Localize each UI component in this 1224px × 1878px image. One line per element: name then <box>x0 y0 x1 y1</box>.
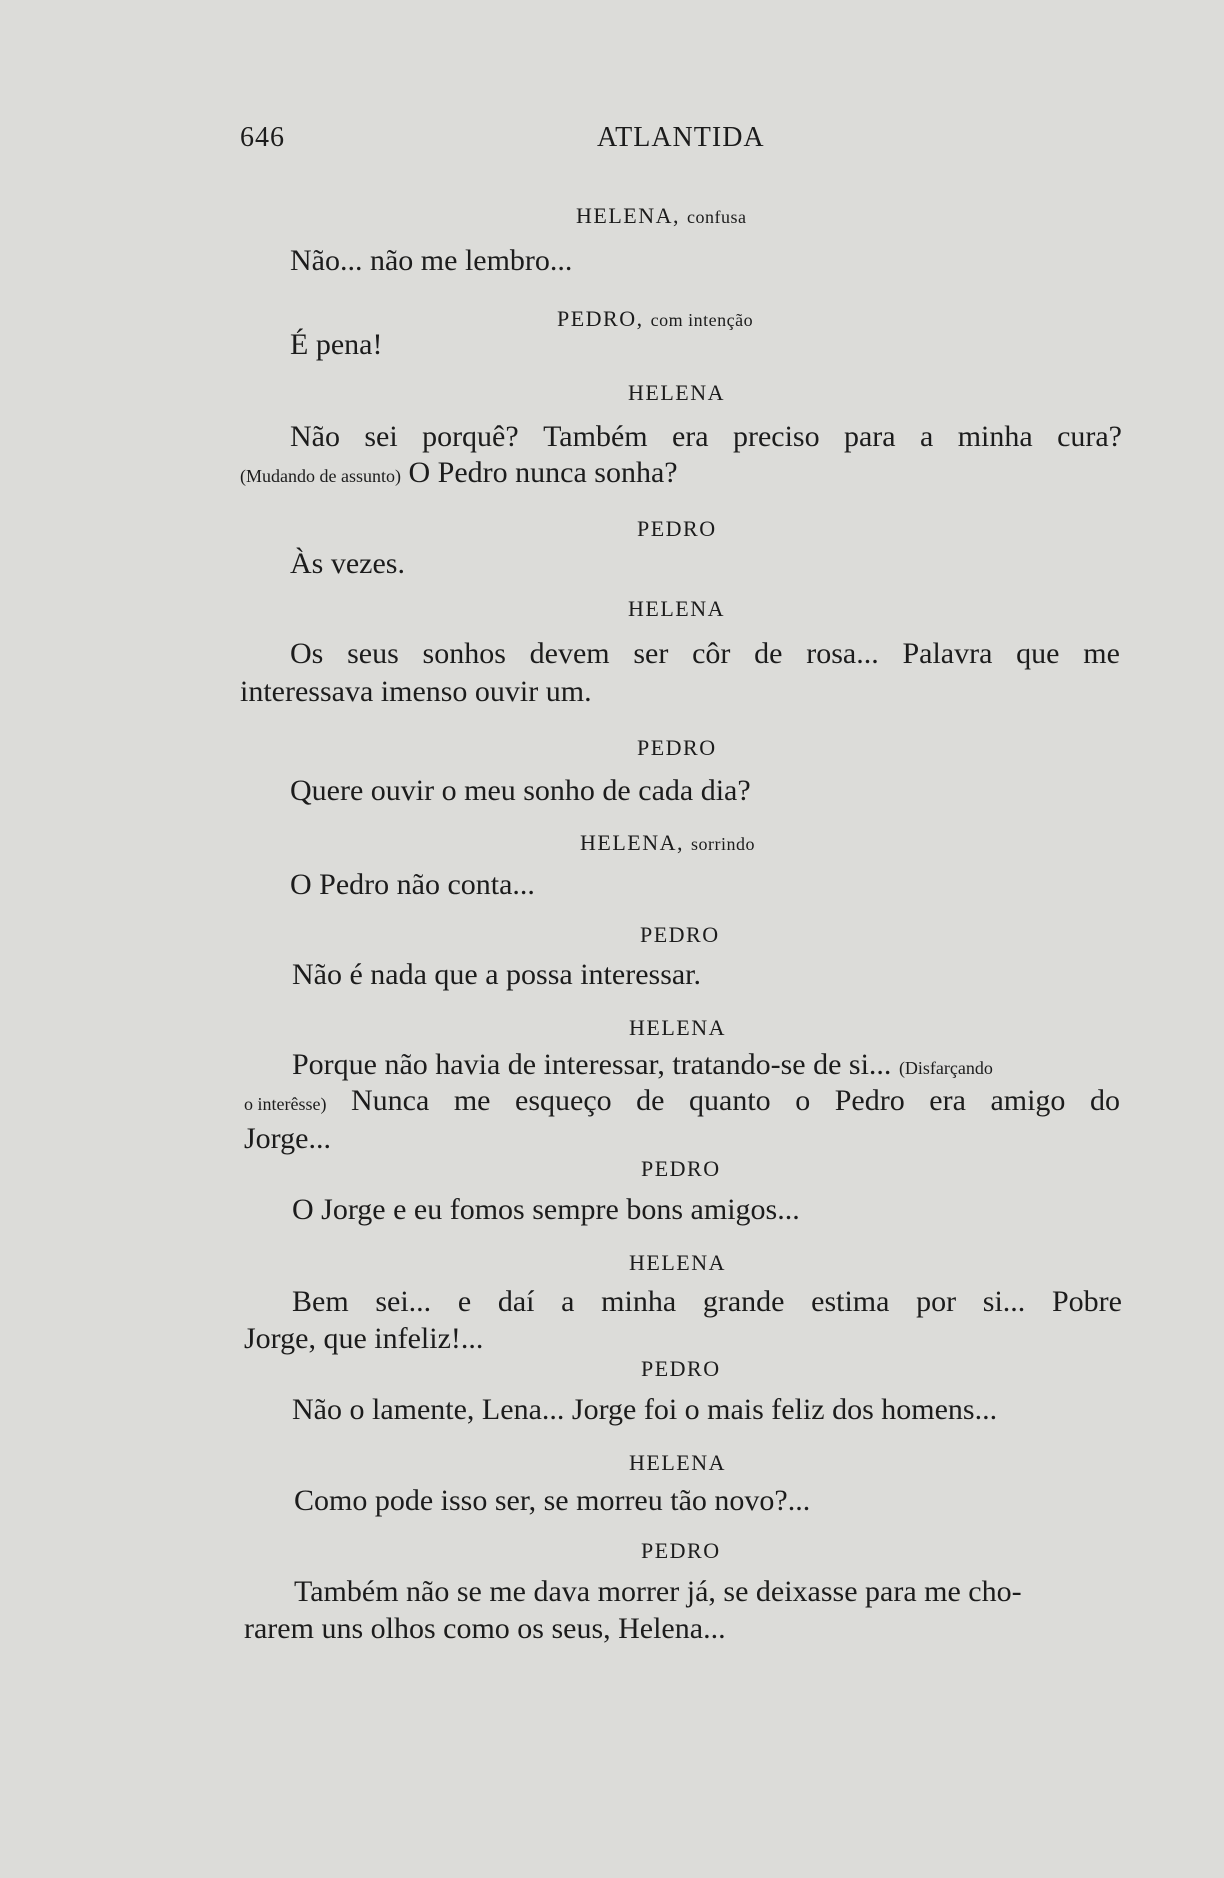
speaker-heading: PEDRO, com intenção <box>557 306 754 331</box>
dialogue-line: interessava imenso ouvir um. <box>240 675 592 708</box>
speaker-heading: PEDRO <box>641 1538 721 1563</box>
speaker-direction: confusa <box>686 207 747 227</box>
speaker-heading: HELENA <box>628 596 725 621</box>
running-title: ATLANTIDA <box>597 122 765 153</box>
speaker-heading: PEDRO <box>637 735 717 760</box>
dialogue-line: É pena! <box>290 328 383 361</box>
stage-direction: o interêsse) <box>244 1094 327 1114</box>
dialogue-line: Como pode isso ser, se morreu tão novo?... <box>294 1484 811 1517</box>
dialogue-line: Não o lamente, Lena... Jorge foi o mais feliz dos homens... <box>292 1393 998 1426</box>
dialogue-line: o interêsse) Nunca me esqueço de quanto o Pedro era amigo do <box>244 1084 1120 1117</box>
speaker-heading: HELENA, confusa <box>576 203 747 228</box>
dialogue-line: O Jorge e eu fomos sempre bons amigos... <box>292 1193 800 1226</box>
speaker-direction: sorrindo <box>690 834 755 854</box>
speaker-direction: com intenção <box>650 310 754 330</box>
dialogue-line: Não sei porquê? Também era preciso para a minha cura? <box>290 420 1122 453</box>
speaker-heading: PEDRO <box>641 1156 721 1181</box>
speaker-heading: PEDRO <box>641 1356 721 1381</box>
dialogue-line: Também não se me dava morrer já, se deixasse para me cho- <box>294 1575 1022 1608</box>
dialogue-line: (Mudando de assunto) O Pedro nunca sonha? <box>240 456 678 489</box>
dialogue-line: Os seus sonhos devem ser côr de rosa... Palavra que me <box>290 637 1120 670</box>
dialogue-line: Jorge, que infeliz!... <box>244 1322 484 1355</box>
dialogue-line: rarem uns olhos como os seus, Helena... <box>244 1612 726 1645</box>
stage-direction: (Disfarçando <box>898 1058 993 1078</box>
speaker-heading: PEDRO <box>640 922 720 947</box>
dialogue-line: Porque não havia de interessar, tratando-se de si... (Disfarçando <box>292 1048 993 1081</box>
stage-direction: (Mudando de assunto) <box>240 466 401 486</box>
dialogue-line: Às vezes. <box>290 547 405 580</box>
speaker-heading: HELENA <box>629 1450 726 1475</box>
dialogue-line: Quere ouvir o meu sonho de cada dia? <box>290 774 751 807</box>
dialogue-line: O Pedro não conta... <box>290 868 535 901</box>
dialogue-line: Jorge... <box>244 1122 331 1155</box>
dialogue-line: Não... não me lembro... <box>290 244 573 277</box>
dialogue-line: Não é nada que a possa interessar. <box>292 958 702 991</box>
speaker-heading: PEDRO <box>637 516 717 541</box>
dialogue-line: Bem sei... e daí a minha grande estima por si... Pobre <box>292 1285 1122 1318</box>
speaker-heading: HELENA, sorrindo <box>580 830 755 855</box>
speaker-heading: HELENA <box>629 1015 726 1040</box>
speaker-heading: HELENA <box>628 380 725 405</box>
speaker-heading: HELENA <box>629 1250 726 1275</box>
page-number: 646 <box>240 122 285 153</box>
